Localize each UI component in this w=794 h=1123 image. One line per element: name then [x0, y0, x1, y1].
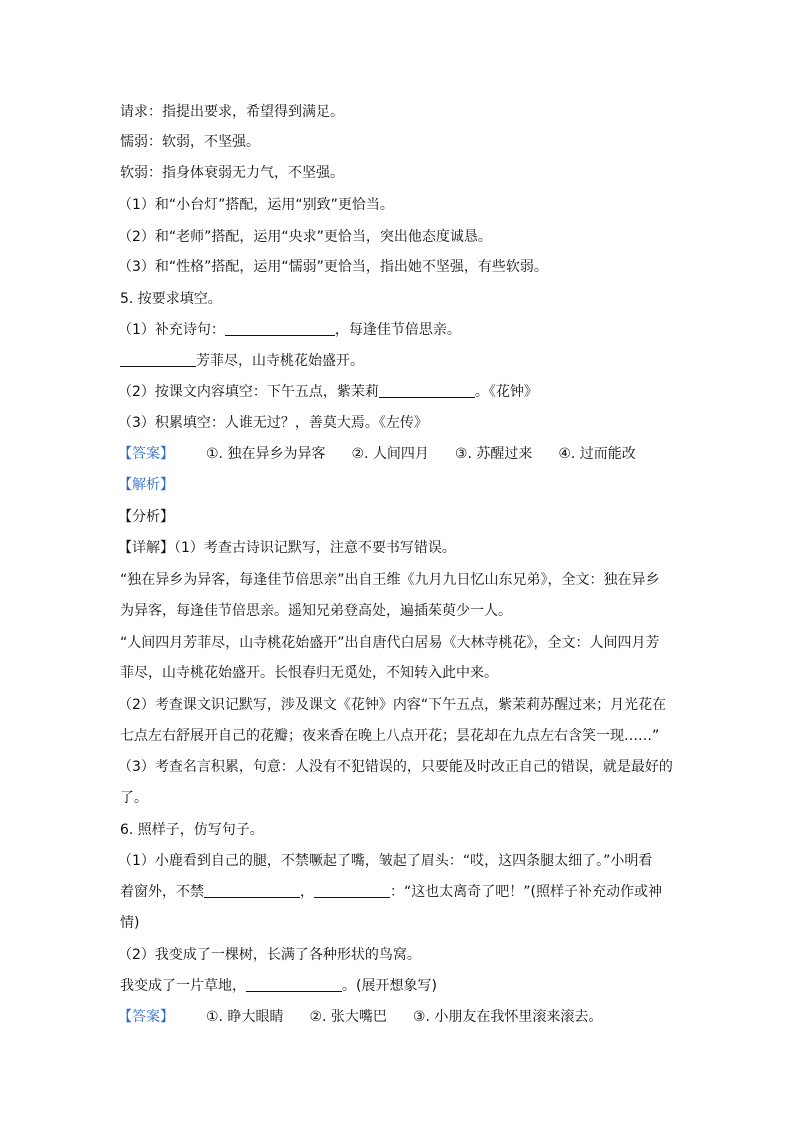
fenxi-tag: 【分析】 — [118, 509, 174, 525]
q5-3-prefix: （3）积累填空：人谁无过？ — [118, 415, 295, 431]
q5-3-suffix: ，善莫大焉。《左传》 — [294, 415, 428, 431]
q5-2-suffix: 。《花钟》 — [474, 384, 538, 400]
question-5-title: 5. 按要求填空。 — [120, 291, 222, 307]
definition-nuoruo: 懦弱：软弱，不坚强。 — [120, 134, 260, 150]
explanation-3: （3）和“性格”搭配，运用“懦弱”更恰当，指出她不坚强，有些软弱。 — [118, 259, 548, 275]
question-6-2-line2 — [120, 975, 680, 997]
question-6-title: 6. 照样子，仿写句子。 — [120, 822, 264, 838]
answer-item: ③. 苏醒过来 — [454, 446, 533, 462]
detail-9: 了。 — [120, 790, 148, 806]
explanation-2: （2）和“老师”搭配，运用“央求”更恰当，突出他态度诚恳。 — [118, 229, 492, 245]
question-5-answer — [118, 443, 678, 465]
q6-2-prefix: 我变成了一片草地， — [120, 978, 246, 994]
fill-blank[interactable] — [120, 350, 196, 367]
definition-ruanruo: 软弱：指身体衰弱无力气，不坚强。 — [120, 165, 344, 181]
question-5-1 — [118, 319, 678, 341]
answer-item: ②. 张大嘴巴 — [309, 1009, 387, 1025]
fill-blank[interactable] — [379, 381, 475, 398]
q6-1-prefix: 着窗外，不禁 — [120, 884, 204, 900]
explanation-1: （1）和“小台灯”搭配，运用“别致”更恰当。 — [118, 197, 394, 213]
detail-1 — [118, 537, 678, 559]
detail-6: （2）考查课文识记默写，涉及课文《花钟》内容“下午五点，紫茉莉苏醒过来；月光花在 — [118, 697, 667, 713]
question-6-2: （2）我变成了一棵树，长满了各种形状的鸟窝。 — [118, 947, 421, 963]
detail-7: 七点左右舒展开自己的花瓣；夜来香在晚上八点开花；昙花却在九点左右含笑一现……” — [120, 728, 660, 744]
answer-item: ③. 小朋友在我怀里滚来滚去。 — [412, 1009, 603, 1025]
q5-1-suffix: ，每逢佳节倍思亲。 — [334, 322, 461, 338]
detail-tag: 【详解】 — [118, 540, 174, 556]
fill-blank[interactable] — [246, 975, 342, 992]
question-6-1-line2 — [120, 881, 680, 903]
answer-item: ①. 睁大眼睛 — [206, 1009, 284, 1025]
detail-1-text: （1）考查古诗识记默写，注意不要书写错误。 — [174, 540, 456, 556]
answer-item: ②. 人间四月 — [351, 446, 429, 462]
answer-tag: 【答案】 — [118, 446, 174, 462]
definition-qingqiu: 请求：指提出要求，希望得到满足。 — [120, 104, 344, 120]
detail-5: 菲尽，山寺桃花始盛开。长恨春归无觅处，不知转入此中来。 — [120, 665, 498, 681]
q5-1-line2-text: 芳菲尽，山寺桃花始盛开。 — [196, 353, 364, 369]
fill-blank[interactable] — [204, 881, 300, 898]
question-5-2 — [118, 381, 678, 403]
detail-4: “人间四月芳菲尽，山寺桃花始盛开”出自唐代白居易《大林寺桃花》，全文：人间四月芳 — [120, 635, 660, 651]
fill-blank[interactable] — [314, 881, 390, 898]
q5-1-prefix: （1）补充诗句： — [118, 322, 225, 338]
detail-2: “独在异乡为异客，每逢佳节倍思亲”出自王维《九月九日忆山东兄弟》，全文：独在异乡 — [120, 572, 660, 588]
q6-1-suffix: ：“这也太离奇了吧！”(照样子补充动作或神 — [390, 884, 662, 900]
detail-8: （3）考查名言积累，句意：人没有不犯错误的，只要能及时改正自己的错误，就是最好的 — [118, 759, 673, 775]
question-5-3 — [118, 412, 678, 434]
question-6-answer — [118, 1006, 678, 1028]
q5-2-prefix: （2）按课文内容填空：下午五点，紫茉莉 — [118, 384, 379, 400]
answer-item: ④. 过而能改 — [558, 446, 636, 462]
question-5-1-line2 — [120, 350, 680, 372]
fill-blank[interactable] — [225, 319, 335, 336]
answer-tag: 【答案】 — [118, 1009, 174, 1025]
q6-2-suffix: 。(展开想象写) — [342, 978, 437, 994]
question-6-1-line3: 情) — [120, 915, 140, 931]
detail-3: 为异客，每逢佳节倍思亲。遥知兄弟登高处，遍插茱萸少一人。 — [120, 603, 512, 619]
analysis-tag: 【解析】 — [118, 477, 174, 493]
answer-item: ①. 独在异乡为异客 — [206, 446, 326, 462]
question-6-1: （1）小鹿看到自己的腿，不禁噘起了嘴，皱起了眉头：“哎，这四条腿太细了。”小明看 — [118, 853, 653, 869]
q6-1-comma: ， — [300, 884, 314, 900]
